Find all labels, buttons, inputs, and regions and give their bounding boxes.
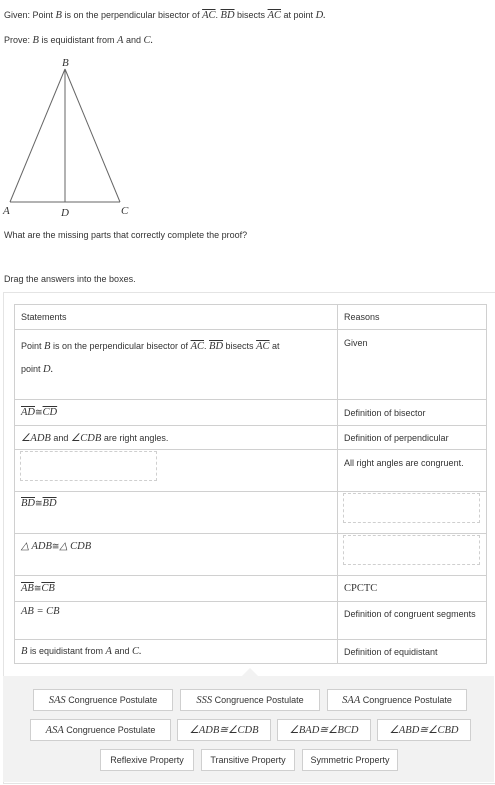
s2-seg-ad: $\overline{AD}$ bbox=[21, 407, 35, 418]
statement-2 bbox=[15, 400, 338, 426]
given-line: Given: Point B is on the perpendicular bisector of $\overline{AC}$. $\overline{BD}$ bisects $\overline{AC}$ at point D. bbox=[4, 10, 326, 21]
given-point-d: D. bbox=[315, 10, 326, 21]
angle-abd-cbd-text: ∠ABD≅∠CBD bbox=[389, 725, 459, 736]
s1-point: Point bbox=[21, 341, 42, 351]
table-row bbox=[15, 426, 487, 450]
reflexive-text: Reflexive Property bbox=[110, 755, 184, 765]
s6-triangle-adb: △ ADB bbox=[21, 541, 52, 552]
answer-angle-adb-cdb[interactable] bbox=[177, 719, 271, 741]
s3-text: are right angles. bbox=[103, 432, 169, 443]
given-seg-ac-2: $\overline{AC}$ bbox=[267, 10, 281, 21]
s3-and: and bbox=[53, 432, 69, 443]
table-header-row bbox=[15, 305, 487, 330]
label-c: C bbox=[121, 205, 129, 217]
s3-angle-adb: ∠ADB bbox=[21, 432, 51, 444]
answer-angle-bad-bcd[interactable] bbox=[277, 719, 371, 741]
given-seg-ac: $\overline{AC}$ bbox=[202, 10, 216, 21]
reason-9: Definition of equidistant bbox=[338, 640, 487, 664]
label-a: A bbox=[3, 205, 10, 217]
s2-cong: ≅ bbox=[35, 407, 43, 417]
sas-text: Congruence Postulate bbox=[68, 695, 158, 705]
prove-text: is equidistant from bbox=[41, 35, 115, 45]
prove-and: and bbox=[125, 35, 141, 45]
table-row bbox=[15, 400, 487, 426]
saa-abbrev: SAA bbox=[342, 694, 361, 706]
transitive-text: Transitive Property bbox=[210, 755, 286, 765]
side-ab bbox=[10, 69, 65, 202]
proof-table bbox=[14, 304, 487, 664]
answer-saa-congruence[interactable] bbox=[327, 689, 467, 711]
reason-4-text: All right angles are congruent. bbox=[344, 458, 464, 468]
sas-abbrev: SAS bbox=[48, 694, 66, 706]
statement-7 bbox=[15, 576, 338, 602]
triangle-figure bbox=[0, 52, 140, 222]
angle-bad-bcd-text: ∠BAD≅∠BCD bbox=[289, 725, 359, 736]
s1-d: D. bbox=[43, 364, 54, 375]
table-row bbox=[15, 330, 487, 400]
reason-8-text: Definition of congruent segments bbox=[344, 609, 476, 619]
given-at: at point bbox=[283, 10, 314, 20]
reason-7-text: CPCTC bbox=[344, 583, 378, 594]
prove-line bbox=[4, 35, 153, 46]
answer-sas-congruence[interactable] bbox=[33, 689, 173, 711]
s1-dot: . bbox=[204, 341, 207, 351]
s9-a: A bbox=[105, 646, 112, 657]
reason-3: Definition of perpendicular bbox=[338, 426, 487, 450]
header-statements: Statements bbox=[15, 305, 338, 330]
reason-1-text: Given bbox=[344, 338, 368, 348]
asa-text: Congruence Postulate bbox=[66, 725, 156, 735]
sss-text: Congruence Postulate bbox=[214, 695, 304, 705]
reason-6-drop-zone[interactable] bbox=[343, 535, 480, 565]
s6-cong: ≅ bbox=[51, 541, 60, 551]
statement-6 bbox=[15, 534, 338, 576]
s8-equation: AB = CB bbox=[21, 606, 60, 617]
asa-abbrev: ASA bbox=[45, 724, 64, 736]
statement-4-drop-zone[interactable] bbox=[20, 451, 157, 481]
answer-bank-pointer bbox=[242, 668, 258, 676]
s1-seg-ac-2: $\overline{AC}$ bbox=[256, 341, 270, 352]
s1-seg-bd: $\overline{BD}$ bbox=[209, 341, 224, 352]
prove-point: B bbox=[32, 35, 39, 46]
s9-c: C. bbox=[131, 646, 142, 657]
answer-symmetric-property[interactable] bbox=[302, 749, 398, 771]
table-row bbox=[15, 640, 487, 664]
reason-4 bbox=[338, 450, 487, 492]
s5-seg-bd-2: $\overline{BD}$ bbox=[42, 498, 57, 509]
s1-bisects: bisects bbox=[225, 341, 254, 351]
statement-1 bbox=[15, 330, 338, 400]
s9-text: is equidistant from bbox=[29, 646, 103, 656]
s1-text: is on the perpendicular bisector of bbox=[52, 341, 189, 351]
s9-and: and bbox=[114, 646, 130, 656]
s3-angle-cdb: ∠CDB bbox=[70, 432, 102, 444]
label-b: B bbox=[62, 57, 69, 69]
statement-9 bbox=[15, 640, 338, 664]
prove-a: A bbox=[117, 35, 124, 46]
prove-label: Prove: bbox=[4, 35, 31, 45]
side-cb bbox=[65, 69, 120, 202]
symmetric-text: Symmetric Property bbox=[310, 755, 390, 765]
s7-cong: ≅ bbox=[33, 583, 42, 593]
s7-seg-ab: $\overline{AB}$ bbox=[21, 583, 34, 594]
s2-seg-cd: $\overline{CD}$ bbox=[42, 407, 58, 418]
answer-angle-abd-cbd[interactable] bbox=[377, 719, 471, 741]
s1-at: at bbox=[272, 341, 280, 351]
reason-8 bbox=[338, 602, 487, 640]
reason-5-drop-zone[interactable] bbox=[343, 493, 480, 523]
answer-transitive-property[interactable] bbox=[201, 749, 295, 771]
s6-triangle-cdb: △ CDB bbox=[59, 541, 92, 552]
statement-3 bbox=[15, 426, 338, 450]
table-row bbox=[15, 602, 487, 640]
statement-8 bbox=[15, 602, 338, 640]
reason-7 bbox=[338, 576, 487, 602]
saa-text: Congruence Postulate bbox=[362, 695, 452, 705]
answer-reflexive-property[interactable] bbox=[100, 749, 194, 771]
s7-seg-cb: $\overline{CB}$ bbox=[41, 583, 55, 594]
s1-point-word: point bbox=[21, 364, 41, 374]
s1-b: B bbox=[44, 341, 51, 352]
angle-adb-cdb-text: ∠ADB≅∠CDB bbox=[189, 725, 259, 736]
s1-seg-ac: $\overline{AC}$ bbox=[190, 341, 204, 352]
statement-5 bbox=[15, 492, 338, 534]
given-bisects: bisects bbox=[237, 10, 266, 20]
given-label: Given: Point bbox=[4, 10, 54, 20]
sss-abbrev: SSS bbox=[196, 694, 213, 706]
reason-1 bbox=[338, 330, 487, 400]
question-text: What are the missing parts that correctly complete the proof? bbox=[4, 230, 248, 240]
label-d: D bbox=[61, 207, 69, 219]
s5-seg-bd: $\overline{BD}$ bbox=[21, 498, 35, 509]
given-point: B bbox=[55, 10, 62, 21]
given-seg-bd: $\overline{BD}$ bbox=[220, 10, 235, 21]
answer-asa-congruence[interactable] bbox=[30, 719, 171, 741]
prove-c: C. bbox=[143, 35, 154, 46]
reason-2: Definition of bisector bbox=[338, 400, 487, 426]
table-row bbox=[15, 576, 487, 602]
answer-sss-congruence[interactable] bbox=[180, 689, 320, 711]
header-reasons: Reasons bbox=[338, 305, 487, 330]
s5-cong: ≅ bbox=[35, 498, 43, 508]
instruction-text: Drag the answers into the boxes. bbox=[4, 274, 136, 284]
s9-b: B bbox=[21, 646, 28, 657]
given-text: is on the perpendicular bisector of bbox=[64, 10, 200, 20]
